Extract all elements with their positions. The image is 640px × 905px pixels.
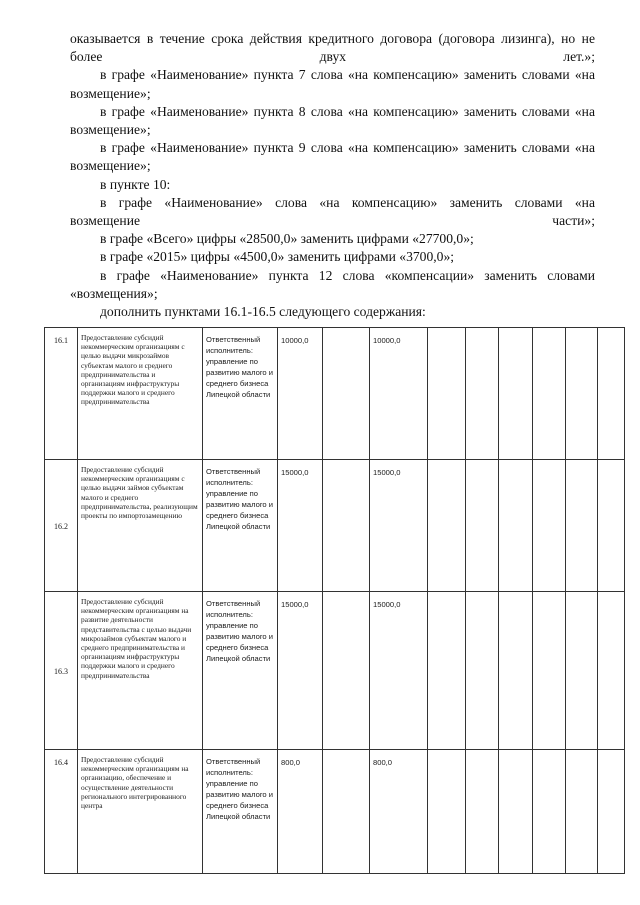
empty-cell <box>499 750 533 874</box>
year-value-cell: 800,0 <box>370 750 428 874</box>
empty-cell <box>533 328 566 460</box>
empty-cell <box>428 460 466 592</box>
empty-cell <box>566 460 598 592</box>
paragraph: в графе «Наименование» пункта 7 слова «на компенсацию» заменить словами «на возмещение»; <box>70 67 595 101</box>
empty-cell <box>428 328 466 460</box>
empty-cell <box>598 592 625 750</box>
document-body <box>70 30 595 321</box>
empty-cell <box>566 328 598 460</box>
measure-name-cell: Предоставление субсидий некоммерческим организациям на развитие деятельности представительства с целью выдачи микрозаймов субъектам малого и среднего предпринимательства и организациям инфраструктуры поддержки малого и среднего предпринимательства <box>78 592 203 750</box>
value-cell <box>323 460 370 592</box>
total-cell: 10000,0 <box>278 328 323 460</box>
paragraph: оказывается в течение срока действия кредитного договора (договора лизинга), но не более двух лет.»; <box>70 31 595 65</box>
row-number-cell: 16.1 <box>45 328 78 460</box>
executor-cell: Ответственный исполнитель: управление по развитию малого и среднего бизнеса Липецкой области <box>203 750 278 874</box>
empty-cell <box>466 592 499 750</box>
year-value-cell: 15000,0 <box>370 592 428 750</box>
table-row <box>45 460 625 592</box>
year-value-cell: 15000,0 <box>370 460 428 592</box>
table-row <box>45 328 625 460</box>
value-cell <box>323 328 370 460</box>
empty-cell <box>466 460 499 592</box>
year-value-cell: 10000,0 <box>370 328 428 460</box>
row-number-cell: 16.3 <box>45 592 78 750</box>
total-cell: 15000,0 <box>278 460 323 592</box>
measure-name-cell: Предоставление субсидий некоммерческим организациям с целью выдачи займов субъектам малого и среднего предпринимательства, реализующим проекты по импортозамещению <box>78 460 203 592</box>
empty-cell <box>566 750 598 874</box>
executor-cell: Ответственный исполнитель: управление по развитию малого и среднего бизнеса Липецкой области <box>203 460 278 592</box>
empty-cell <box>499 328 533 460</box>
empty-cell <box>428 750 466 874</box>
paragraph: в графе «Наименование» пункта 12 слова «компенсации» заменить словами «возмещения»; <box>70 267 595 301</box>
total-cell: 800,0 <box>278 750 323 874</box>
empty-cell <box>533 750 566 874</box>
executor-cell: Ответственный исполнитель: управление по развитию малого и среднего бизнеса Липецкой области <box>203 328 278 460</box>
empty-cell <box>428 592 466 750</box>
paragraph: в графе «Наименование» пункта 8 слова «на компенсацию» заменить словами «на возмещение»; <box>70 103 595 138</box>
paragraph: дополнить пунктами 16.1-16.5 следующего содержания: <box>100 304 426 320</box>
empty-cell <box>598 328 625 460</box>
paragraph: в графе «Наименование» слова «на компенсацию» заменить словами «на возмещение части»; <box>70 194 595 229</box>
table-row <box>45 750 625 874</box>
empty-cell <box>533 460 566 592</box>
measure-name-cell: Предоставление субсидий некоммерческим организациям на организацию, обеспечение и осуществление деятельности регионального интегрированного центра <box>78 750 203 874</box>
total-cell: 15000,0 <box>278 592 323 750</box>
empty-cell <box>566 592 598 750</box>
empty-cell <box>598 460 625 592</box>
paragraph: в графе «Всего» цифры «28500,0» заменить цифрами «27700,0»; <box>100 231 474 247</box>
empty-cell <box>499 592 533 750</box>
measure-name-cell: Предоставление субсидий некоммерческим организациям с целью выдачи микрозаймов субъектам малого и среднего предпринимательства и организациям инфраструктуры поддержки малого и среднего предпринимательства <box>78 328 203 460</box>
value-cell <box>323 592 370 750</box>
empty-cell <box>466 750 499 874</box>
empty-cell <box>598 750 625 874</box>
program-table <box>44 327 604 874</box>
paragraph: в графе «2015» цифры «4500,0» заменить цифрами «3700,0»; <box>100 249 455 265</box>
paragraph: в графе «Наименование» пункта 9 слова «на компенсацию» заменить словами «на возмещение»; <box>70 140 595 174</box>
table-row <box>45 592 625 750</box>
row-number-cell: 16.4 <box>45 750 78 874</box>
paragraph: в пункте 10: <box>100 176 171 192</box>
empty-cell <box>466 328 499 460</box>
empty-cell <box>533 592 566 750</box>
value-cell <box>323 750 370 874</box>
executor-cell: Ответственный исполнитель: управление по развитию малого и среднего бизнеса Липецкой области <box>203 592 278 750</box>
empty-cell <box>499 460 533 592</box>
row-number-cell: 16.2 <box>45 460 78 592</box>
